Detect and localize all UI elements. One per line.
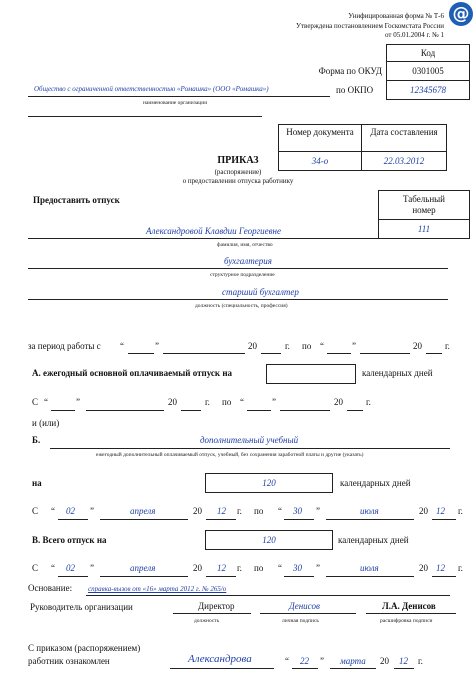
head-label: Руководитель организации: [30, 602, 133, 612]
ack-month-line: [330, 668, 376, 669]
section-a-days-box: [266, 364, 356, 384]
section-a-to-day-line: [247, 410, 271, 411]
employee-department: бухгалтерия: [224, 256, 272, 266]
section-b-to-year-line: [432, 519, 456, 520]
section-v-from-month-line: [100, 576, 188, 577]
employee-signature-line: [170, 668, 274, 669]
section-a-to-year-line: [347, 410, 363, 411]
section-v-from-day: 02: [66, 563, 75, 573]
section-a-po: по: [222, 397, 232, 407]
section-b-to-year-prefix: 20: [419, 506, 428, 516]
grant-leave-label: Предоставить отпуск: [33, 195, 120, 205]
ack-day: 22: [300, 656, 309, 666]
section-v-to-year-line: [432, 576, 456, 577]
section-v-close-quote: ”: [90, 563, 94, 573]
section-a-from-month-line: [86, 410, 164, 411]
section-v-from-month: апреля: [130, 563, 156, 573]
approved-line: Утверждена постановлением Госкомстата России: [296, 22, 444, 30]
doc-date-header-cell: Дата составления: [361, 124, 447, 152]
section-v-from-year: 12: [217, 563, 226, 573]
section-b-from-day: 02: [66, 506, 75, 516]
organization-name: Общество с ограниченной ответственностью «Ромашка» (ООО «Ромашка»): [34, 85, 269, 93]
employee-fio: Александровой Клавдии Георгиевне: [146, 226, 281, 236]
section-b-caption: ежегодный дополнительный оплачиваемый отпуск, учебный, без сохранения заработной платы и другие (указать): [96, 452, 364, 458]
organization-caption: наименование организации: [143, 100, 208, 106]
section-b-leave-type: дополнительный учебный: [200, 435, 299, 445]
doc-number-value-cell: 34-о: [278, 151, 362, 171]
period-from-year-prefix: 20: [248, 341, 257, 351]
ack-year-line: [394, 668, 414, 669]
section-v-label: В. Всего отпуск на: [32, 535, 107, 545]
head-name-caption: расшифровка подписи: [380, 618, 433, 624]
section-b-open-quote: “: [51, 506, 55, 516]
section-v-from-year-prefix: 20: [193, 563, 202, 573]
head-signature: Денисов: [289, 601, 320, 611]
section-b-from-year-prefix: 20: [193, 506, 202, 516]
and-or-label: и (или): [32, 418, 60, 428]
head-signature-caption: личная подпись: [282, 618, 319, 624]
ack-day-line: [292, 668, 318, 669]
section-v-days-box: 120: [205, 530, 333, 550]
section-a-unit: календарных дней: [362, 368, 433, 378]
fio-caption: фамилия, имя, отчество: [217, 242, 273, 248]
section-b-from-day-line: [58, 519, 88, 520]
period-close-quote: ”: [155, 341, 159, 351]
section-v-to-day-line: [284, 576, 314, 577]
section-v-open-quote: “: [51, 563, 55, 573]
period-open-quote: “: [120, 341, 124, 351]
section-b-to-day: 30: [293, 506, 302, 516]
section-b-days-box: 120: [205, 473, 333, 493]
section-a-to-year-suffix: г.: [366, 397, 371, 407]
separator-line: [28, 116, 262, 117]
head-name-line: [366, 613, 456, 614]
period-from-month-line: [163, 353, 245, 354]
period-to-year-suffix: г.: [445, 341, 450, 351]
employee-signature: Александрова: [188, 653, 252, 665]
section-v-to-close-quote: ”: [316, 563, 320, 573]
section-v-to-year-prefix: 20: [419, 563, 428, 573]
section-b-to-close-quote: ”: [316, 506, 320, 516]
section-a-label: А. ежегодный основной оплачиваемый отпуск на: [32, 368, 233, 378]
okud-label: Форма по ОКУД: [318, 66, 382, 76]
section-b-from-year-line: [206, 519, 236, 520]
period-po: по: [302, 341, 312, 351]
section-a-from-day-line: [51, 410, 75, 411]
period-to-year-prefix: 20: [413, 341, 422, 351]
ack-close-quote: ”: [320, 656, 324, 666]
acknowledge-line1: С приказом (распоряжением): [28, 643, 141, 653]
section-b-to-day-line: [284, 519, 314, 520]
organization-line: [28, 96, 330, 97]
section-v-to-month-line: [326, 576, 414, 577]
section-a-to-month-line: [280, 410, 330, 411]
acknowledge-line2: работник ознакомлен: [28, 656, 110, 666]
employee-position: старший бухгалтер: [222, 287, 299, 297]
section-b-to-year: 12: [436, 506, 445, 516]
kod-header-cell: Код: [386, 44, 470, 62]
head-signature-line: [260, 613, 356, 614]
approved-date-line: от 05.01.2004 г. № 1: [385, 31, 444, 39]
position-caption: должность (специальность, профессия): [195, 303, 288, 309]
section-v-unit: календарных дней: [338, 535, 409, 545]
section-v-to-year-suffix: г.: [458, 563, 463, 573]
department-line: [28, 268, 448, 269]
period-label: за период работы с: [28, 341, 101, 351]
ack-year-suffix: г.: [418, 656, 423, 666]
order-title: ПРИКАЗ: [217, 155, 259, 166]
head-name: Л.А. Денисов: [382, 601, 436, 611]
section-a-open-quote: “: [44, 397, 48, 407]
section-a-from-year-prefix: 20: [168, 397, 177, 407]
section-a-from-year-suffix: г.: [205, 397, 210, 407]
section-b-s-label: С: [32, 506, 39, 516]
doc-date-value-cell: 22.03.2012: [361, 151, 447, 171]
section-a-s-label: С: [32, 397, 39, 407]
ack-year: 12: [399, 656, 408, 666]
section-b-line: [50, 448, 450, 449]
section-v-from-day-line: [58, 576, 88, 577]
period-to-month-line: [360, 353, 410, 354]
section-b-po: по: [254, 506, 264, 516]
section-v-to-open-quote: “: [278, 563, 282, 573]
section-b-from-year-suffix: г.: [237, 506, 242, 516]
section-b-close-quote: ”: [90, 506, 94, 516]
tab-number-value-cell: 111: [378, 219, 470, 239]
head-position-caption: должность: [194, 618, 220, 624]
section-v-from-year-suffix: г.: [237, 563, 242, 573]
period-from-day-line: [128, 353, 154, 354]
section-b-unit: календарных дней: [340, 478, 411, 488]
section-v-to-year: 12: [436, 563, 445, 573]
section-v-from-year-line: [206, 576, 236, 577]
section-b-na-label: на: [32, 478, 42, 488]
section-v-to-month: июля: [360, 563, 379, 573]
okpo-label: по ОКПО: [336, 85, 374, 95]
period-from-year-suffix: г.: [285, 341, 290, 351]
department-caption: структурное подразделение: [210, 272, 275, 278]
order-subtitle: (распоряжение): [214, 168, 262, 176]
section-b-from-year: 12: [217, 506, 226, 516]
period-to-year-line: [426, 353, 442, 354]
basis-line: [86, 595, 450, 596]
order-purpose: о предоставлении отпуска работнику: [182, 177, 294, 185]
period-from-year-line: [261, 353, 281, 354]
section-b-from-month-line: [100, 519, 188, 520]
section-v-to-day: 30: [293, 563, 302, 573]
section-v-s-label: С: [32, 563, 39, 573]
section-b-to-month-line: [326, 519, 414, 520]
head-position: Директор: [198, 601, 235, 611]
position-line: [28, 299, 448, 300]
section-b-from-month: апреля: [130, 506, 156, 516]
basis-value: справка-вызов от «16» марта 2012 г. № 265/о: [88, 585, 227, 593]
period-to-close-quote: ”: [352, 341, 356, 351]
ack-year-prefix: 20: [380, 656, 389, 666]
period-to-day-line: [327, 353, 351, 354]
section-a-close-quote: ”: [76, 397, 80, 407]
section-a-to-year-prefix: 20: [334, 397, 343, 407]
doc-number-header-cell: Номер документа: [278, 124, 362, 152]
section-a-to-open-quote: “: [240, 397, 244, 407]
period-to-open-quote: “: [320, 341, 324, 351]
section-a-to-close-quote: ”: [272, 397, 276, 407]
section-v-po: по: [254, 563, 264, 573]
form-code-line: Унифицированная форма № Т-6: [348, 12, 444, 20]
okud-value-cell: 0301005: [386, 61, 470, 81]
tab-number-header-cell: Табельный номер: [378, 190, 470, 220]
okpo-value-cell: 12345678: [386, 80, 470, 100]
section-b-to-open-quote: “: [278, 506, 282, 516]
ack-month: марта: [340, 656, 366, 666]
fio-line: [28, 238, 378, 239]
section-b-label: Б.: [32, 435, 41, 445]
ack-open-quote: “: [285, 656, 289, 666]
at-sign-logo-icon: @: [449, 2, 473, 26]
basis-label: Основание:: [28, 583, 73, 593]
section-b-to-year-suffix: г.: [458, 506, 463, 516]
section-a-from-year-line: [181, 410, 201, 411]
section-b-to-month: июля: [360, 506, 379, 516]
head-position-line: [173, 613, 251, 614]
